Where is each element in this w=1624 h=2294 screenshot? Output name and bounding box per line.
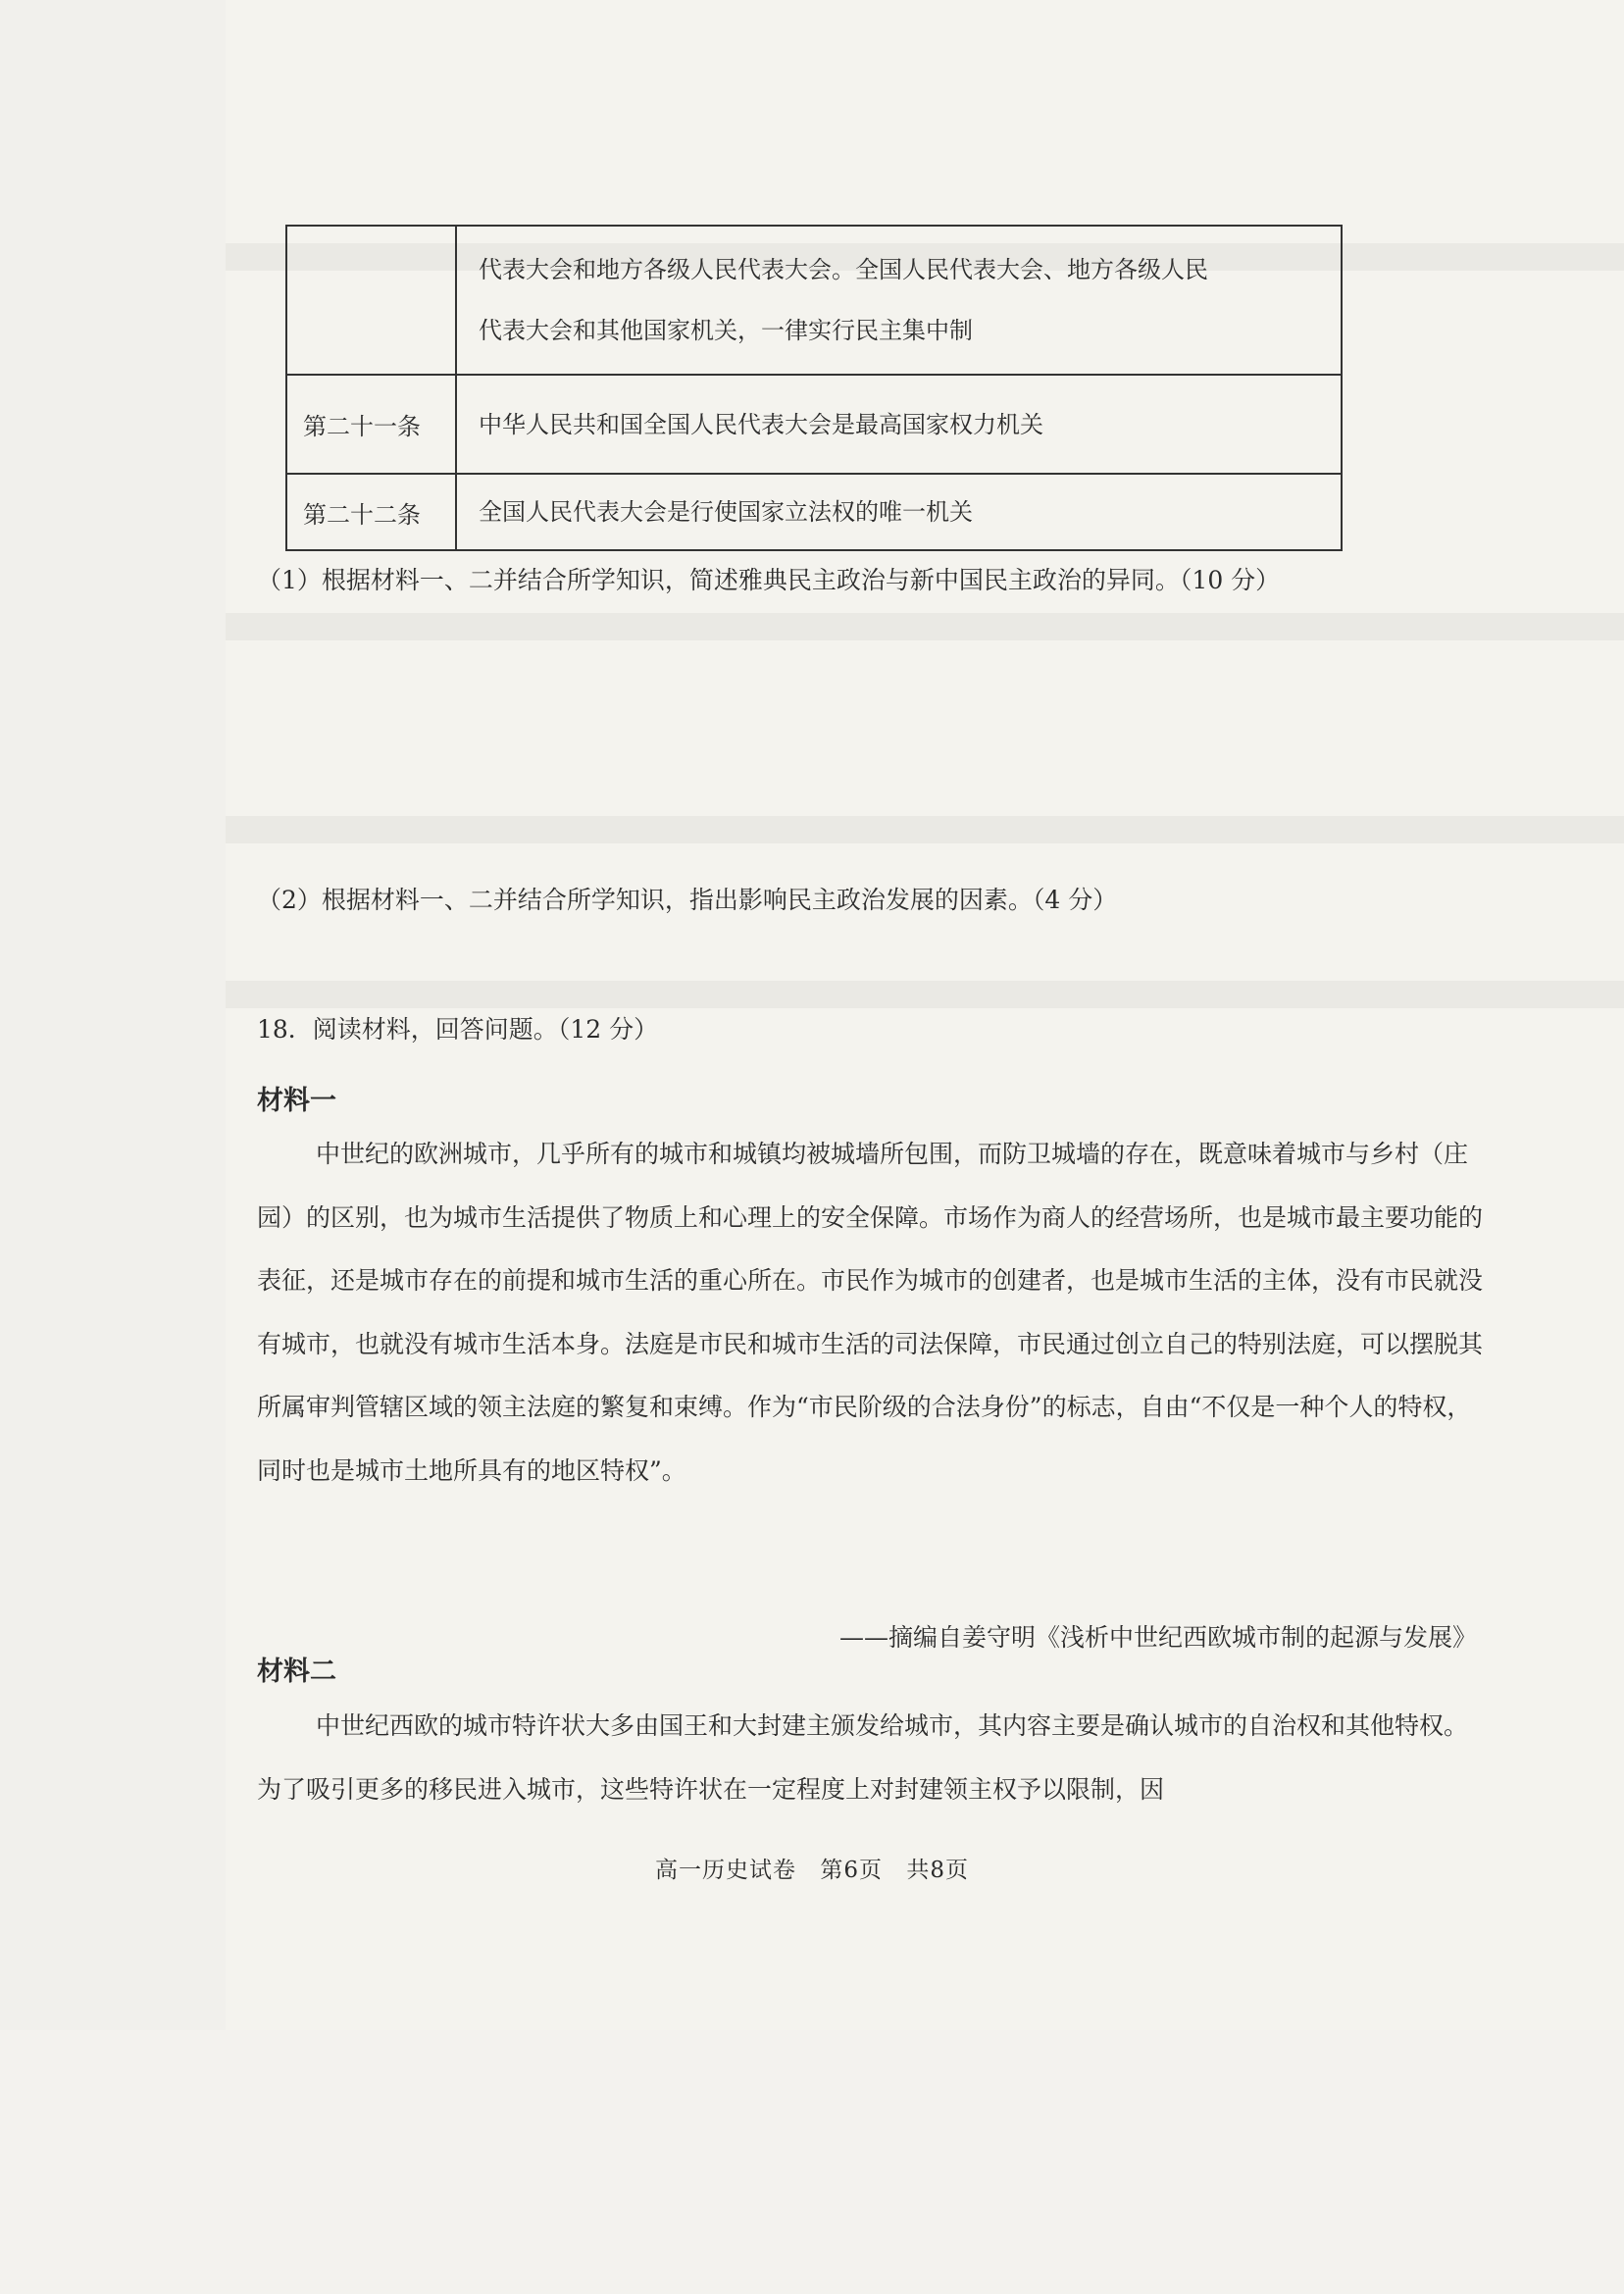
material-2-paragraph: 中世纪西欧的城市特许状大多由国王和大封建主颁发给城市，其内容主要是确认城市的自治权和其他特权。为了吸引更多的移民进入城市，这些特许状在一定程度上对封建领主权予以限制，因 bbox=[257, 1711, 1469, 1804]
article-content-line: 代表大会和其他国家机关，一律实行民主集中制 bbox=[479, 317, 973, 344]
article-content bbox=[456, 375, 1342, 474]
footer-exam-name: 高一历史试卷 bbox=[655, 1858, 797, 1883]
material-1-source: ——摘编自姜守明《浅析中世纪西欧城市制的起源与发展》 bbox=[838, 1623, 1477, 1652]
page-footer bbox=[0, 1852, 1624, 1884]
article-number: 第二十一条 bbox=[286, 375, 456, 474]
material-1-text bbox=[257, 1123, 1483, 1503]
show-through-band bbox=[226, 613, 1624, 640]
material-1-paragraph: 中世纪的欧洲城市，几乎所有的城市和城镇均被城墙所包围，而防卫城墙的存在，既意味着城市与乡村（庄园）的区别，也为城市生活提供了物质上和心理上的安全保障。市场作为商人的经营场所，也是城市最主要功能的表征，还是城市存在的前提和城市生活的重心所在。市民作为城市的创建者，也是城市生活的主体，没有市民就没有城市，也就没有城市生活本身。法庭是市民和城市生活的司法保障，市民通过创立自己的特别法庭，可以摆脱其所属审判管辖区域的领主法庭的繁复和束缚。作为“市民阶级的合法身份”的标志，自由“不仅是一种个人的特权，同时也是城市土地所具有的地区特权”。 bbox=[257, 1140, 1484, 1485]
article-number: 第二十二条 bbox=[286, 474, 456, 550]
material-2-heading: 材料二 bbox=[257, 1657, 336, 1687]
article-content bbox=[456, 226, 1342, 375]
show-through-band bbox=[226, 816, 1624, 843]
article-number bbox=[286, 226, 456, 375]
page-margin-bottom bbox=[0, 2030, 1624, 2294]
article-content-line: 代表大会和地方各级人民代表大会。全国人民代表大会、地方各级人民 bbox=[479, 256, 1208, 283]
article-content bbox=[456, 474, 1342, 550]
show-through-band bbox=[226, 981, 1624, 1008]
question-2: （2）根据材料一、二并结合所学知识，指出影响民主政治发展的因素。（4 分） bbox=[257, 886, 1118, 914]
material-2-text bbox=[257, 1695, 1483, 1821]
table-row bbox=[286, 474, 1342, 550]
footer-page-number: 第6页 bbox=[820, 1858, 883, 1883]
article-content-line: 中华人民共和国全国人民代表大会是最高国家权力机关 bbox=[479, 410, 1043, 438]
question-1: （1）根据材料一、二并结合所学知识，简述雅典民主政治与新中国民主政治的异同。（10 分） bbox=[257, 566, 1281, 594]
material-1-heading: 材料一 bbox=[257, 1086, 336, 1116]
footer-total-pages: 共8页 bbox=[906, 1858, 969, 1883]
table-row bbox=[286, 375, 1342, 474]
question-18-title: 18．阅读材料，回答问题。（12 分） bbox=[257, 1015, 659, 1044]
page-margin-left bbox=[0, 0, 226, 2294]
article-content-line: 全国人民代表大会是行使国家立法权的唯一机关 bbox=[479, 498, 973, 526]
constitution-articles-table bbox=[285, 225, 1343, 551]
table-row bbox=[286, 226, 1342, 375]
